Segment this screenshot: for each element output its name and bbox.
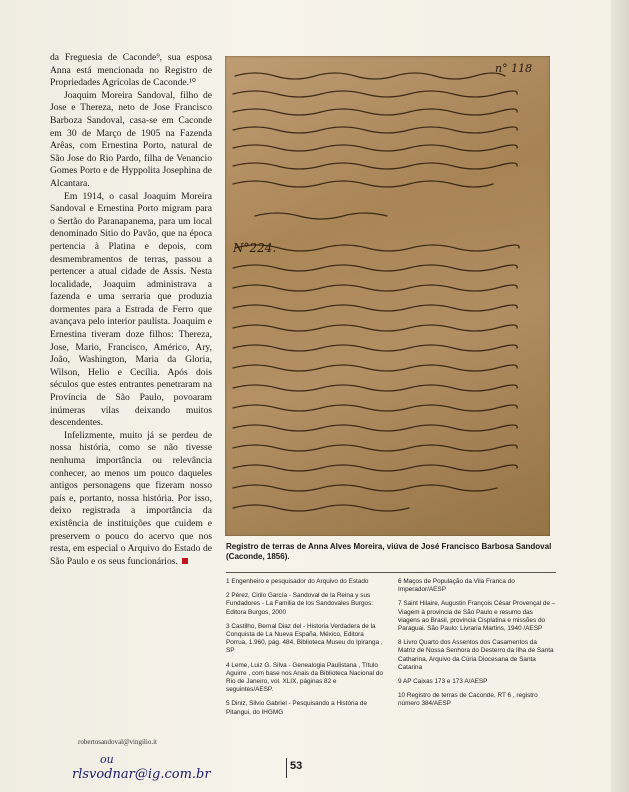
paragraph-4-text: Infelizmente, muito já se perdeu de nossa história, como se não tivesse nenhuma importância ou relevância conhecer, ao menos um pouco daqueles antigos personagens que fizeram nosso país e, portanto, nossa história. Por isso, deixo registrada a importância da existência de instituições que cuidem e preservem o pouco do acervo que nos resta, em especial o Arquivo do Estado de São Paulo e os seus funcionários. bbox=[50, 429, 212, 567]
footnote-8: 8 Livro Quarto dos Assentos dos Casamentos da Matriz de Nossa Senhora do Desterro da Ilha de Santa Catharina, Arquivo da Cúria Diocesana de Santa Catarina bbox=[398, 639, 554, 671]
footnote-2: 2 Pérez, Cirilo García - Sandoval de la Reina y sus Fundadores - La Familia de los Sandovales Burgos: Editora Burgos, 2000 bbox=[226, 592, 374, 616]
paragraph-4 bbox=[50, 430, 212, 569]
page-number: 53 bbox=[290, 760, 303, 772]
paragraph-3: Em 1914, o casal Joaquim Moreira Sandoval e Ernestina Porto migram para o Sertão do Paranapanema, para um local denominado Sitio do Pavão, que na época pertencia à Platina e depois, com desmembramentos de terras, passou a pertencer a atual cidade de Assis. Nesta localidade, Joaquim administrava a fazenda e uma serraria que produzia dormentes para a Estrada de Ferro que avançava pelo interior paulista. Joaquim e Ernestina tiveram doze filhos: Thereza, Jose, Mario, Francisco, Américo, Ary, João, Washington, Maria da Gloria, Wilson, Helio e Cecília. Após dois séculos que estes entrantes penetraram na Província de São Paulo, povoaram inúmeras vilas deixando muitos descendentes. bbox=[50, 190, 212, 429]
document-entry-number: N°224. bbox=[233, 241, 277, 255]
handwritten-or: ou bbox=[100, 753, 114, 766]
page-number-bar bbox=[286, 758, 287, 778]
footnote-divider bbox=[226, 572, 556, 573]
footnote-4: 4 Leme, Luiz G. Silva - Genealogia Paulistana , Título Aguirre , com base nos Anais da Biblioteca Nacional do Rio de Janeiro, vol. XLIX, páginas 82 e seguintes/AESP. bbox=[226, 661, 384, 694]
footnote-5: 5 Diniz, Silvio Gabriel - Pesquisando a História de Pitangui, do IHGMG bbox=[226, 700, 368, 716]
footnote-10: 10 Registro de terras de Caconde, RT 6 , registro número 384/AESP bbox=[398, 692, 538, 708]
end-mark-icon bbox=[182, 558, 188, 564]
footnotes-right bbox=[398, 578, 556, 715]
footnote-9: 9 AP Caixas 173 e 173 A/AESP bbox=[398, 678, 488, 686]
page-spine-shadow bbox=[611, 0, 629, 792]
handwritten-email: rlsvodnar@ig.com.br bbox=[72, 767, 211, 782]
land-registry-document-image bbox=[225, 56, 550, 536]
footnote-1: 1 Engenheiro e pesquisador do Arquivo do Estado bbox=[226, 578, 369, 585]
paragraph-1: da Freguesia de Caconde⁹, sua esposa Anna está mencionada no Registro de Propriedades Agrícolas de Caconde.¹⁰ bbox=[50, 52, 212, 89]
footnote-6: 6 Maços de População da Vila Franca do Imperador/AESP bbox=[398, 578, 515, 594]
footnote-7: 7 Saint Hilaire, Augustin François César Provençal de – Viagem à provincia de São Paulo e resumo das viagens ao Brasil, provincia Cisplatina e missões do Paraguai. São Paulo: Livraria Martins, 1940 /AESP bbox=[398, 600, 556, 633]
left-text-column bbox=[50, 52, 212, 568]
figure-caption: Registro de terras de Anna Alves Moreira, viúva de José Francisco Barbosa Sandoval (Caconde, 1856). bbox=[226, 542, 552, 561]
paragraph-2: Joaquim Moreira Sandoval, filho de Jose e Thereza, neto de Jose Francisco Barboza Sandoval, casa-se em Caconde em 30 de Março de 1905 na Fazenda Arêas, com Ernestina Porto, natural de São Jose do Rio Pardo, filha de Venancio Gomes Porto e de Hyppolita Josephina de Alcantara. bbox=[50, 89, 212, 189]
author-email: robertosandoval@vingilio.it bbox=[78, 738, 157, 746]
footnote-3: 3 Castilho, Bernal Diaz del - Historia Verdadera de la Conquista de La Nueva España. México, Editora Porrua, 1.960, pág. 484, Biblioteca Museu do Ipiranga , SP bbox=[226, 622, 383, 655]
handwritten-note bbox=[72, 752, 211, 782]
document-folio-number: n° 118 bbox=[495, 62, 533, 75]
handwritten-manuscript-illustration bbox=[225, 56, 550, 536]
footnotes-left bbox=[226, 578, 384, 723]
